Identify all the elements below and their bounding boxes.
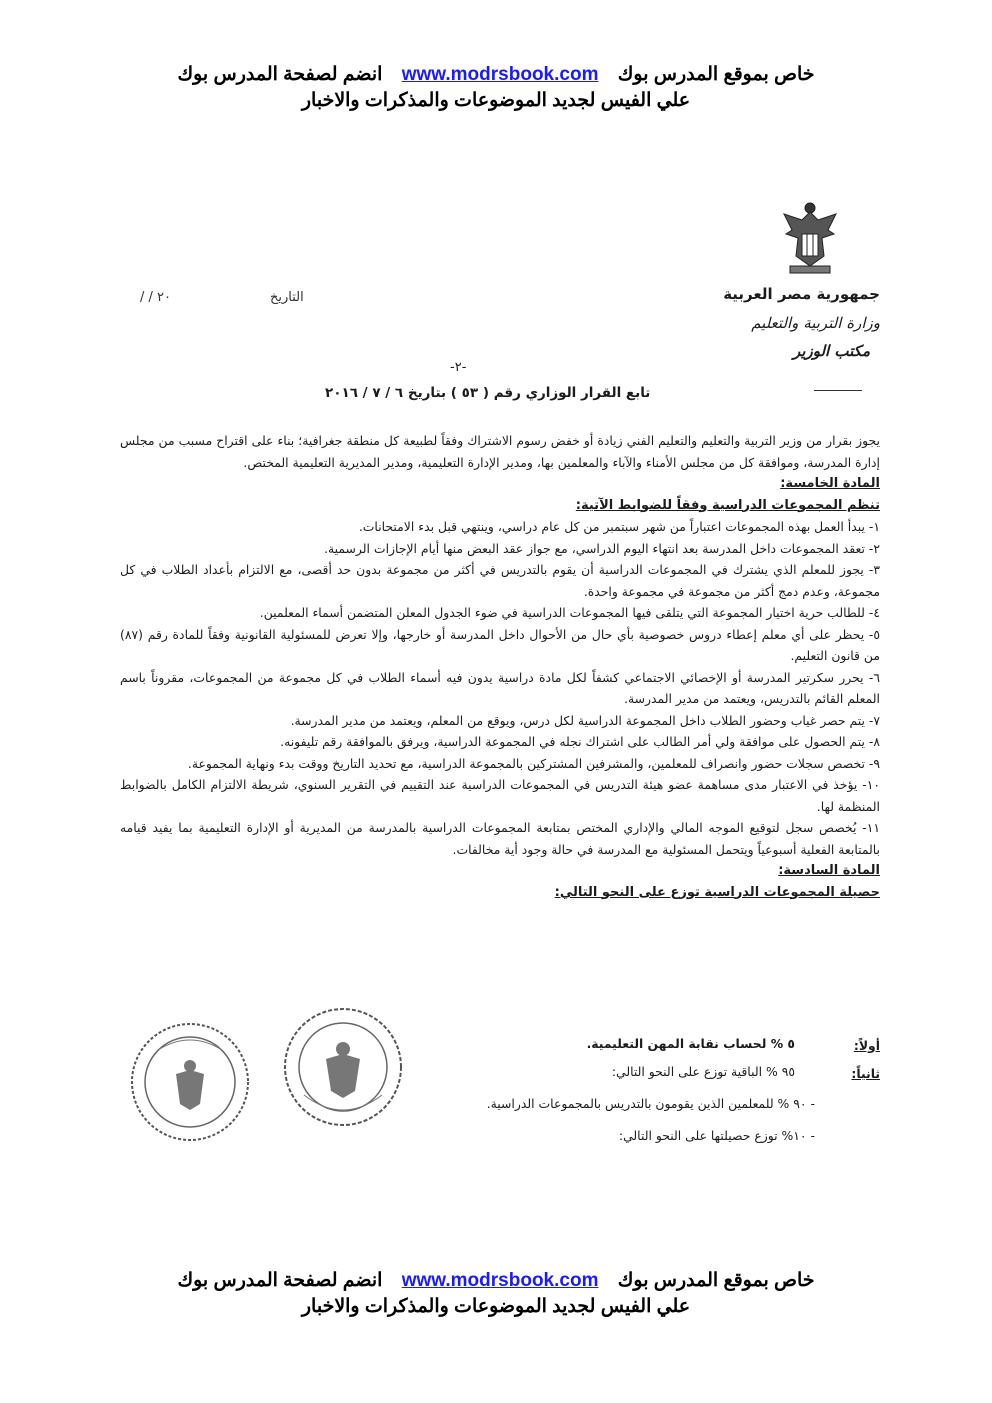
banner-site-text: خاص بموقع المدرس بوك bbox=[617, 64, 815, 85]
banner-line-1 bbox=[0, 62, 992, 88]
list-item: ١- يبدأ العمل بهذه المجموعات اعتباراً من شهر سبتمبر من كل عام دراسي، وينتهي قبل بدء الامتحانات. bbox=[358, 519, 880, 534]
letterhead-republic: جمهورية مصر العربية bbox=[723, 285, 880, 303]
remaining-share-text: - ١٠% توزع حصيلتها على النحو التالي: bbox=[618, 1128, 815, 1143]
intro-paragraph: يجوز بقرار من وزير التربية والتعليم والتعليم الفني زيادة أو خفض رسوم الاشتراك وفقاً لطبيعة كل منطقة جغرافية؛ بناء على اقتراح مسبب من مجلس إدارة المدرسة، وموافقة كل من مجلس الأمناء والآباء والمعلمين بها، ومدير الإدارة التعليمية، ومدير المديرية التعليمية المختص. bbox=[120, 433, 880, 470]
letterhead-office: مكتب الوزير bbox=[793, 342, 870, 360]
first-share-text: ٥ % لحساب نقابة المهن التعليمية. bbox=[586, 1036, 795, 1051]
letterhead-ministry: وزارة التربية والتعليم bbox=[751, 314, 880, 332]
eagle-emblem-icon bbox=[780, 200, 840, 276]
header-banner bbox=[0, 62, 992, 114]
banner-link[interactable]: www.modrsbook.com bbox=[401, 1270, 599, 1291]
banner-link[interactable]: www.modrsbook.com bbox=[401, 64, 599, 85]
scanned-document bbox=[120, 190, 880, 1150]
article5-subtitle: تنظم المجموعات الدراسية وفقاً للضوابط الآتية: bbox=[575, 497, 880, 513]
list-item: ٦- يحرر سكرتير المدرسة أو الإخصائي الاجتماعي كشفاً لكل مادة دراسية يدون فيه أسماء الطلاب في كل مجموعة من المجموعات، مقروناً باسم المعلم القائم بالتدريس، ويعتمد من مدير المدرسة. bbox=[120, 669, 880, 706]
list-item: ٤- للطالب حرية اختيار المجموعة التي يتلقى فيها المجموعات الدراسية في ضوء الجدول المعلن المتضمن أسماء المعلمين. bbox=[259, 605, 880, 620]
banner-line-2: علي الفيس لجديد الموضوعات والمذكرات والاخبار bbox=[301, 1296, 691, 1317]
date-label: التاريخ bbox=[270, 290, 304, 305]
decree-body bbox=[120, 430, 880, 903]
date-slots: / / ٢٠ bbox=[140, 290, 171, 305]
footer-banner bbox=[0, 1268, 992, 1320]
banner-join-text: انضم لصفحة المدرس بوك bbox=[177, 1270, 383, 1291]
second-share-text: ٩٥ % الباقية توزع على النحو التالي: bbox=[611, 1064, 795, 1079]
second-label: ثانياً: bbox=[851, 1066, 880, 1081]
banner-join-text: انضم لصفحة المدرس بوك bbox=[177, 64, 383, 85]
list-item: ٣- يجوز للمعلم الذي يشترك في المجموعات الدراسية أن يقوم بالتدريس في أكثر من مجموعة بدون حد أقصى، مع الالتزام بأعداد الطلاب في كل مجموعة، وعدم دمج أكثر من مجموعة في مجموعة واحدة. bbox=[120, 562, 880, 599]
banner-site-text: خاص بموقع المدرس بوك bbox=[617, 1270, 815, 1291]
banner-line-2: علي الفيس لجديد الموضوعات والمذكرات والاخبار bbox=[301, 90, 691, 111]
list-item: ٨- يتم الحصول على موافقة ولي أمر الطالب على اشتراك نجله في المجموعة الدراسية، ويرفق بالموافقة رقم تليفونه. bbox=[280, 734, 880, 749]
first-label: أولاً: bbox=[853, 1038, 880, 1053]
letterhead-divider bbox=[814, 390, 862, 391]
circular-seal-icon bbox=[128, 1020, 253, 1145]
list-item: ٩- تخصص سجلات حضور وانصراف للمعلمين، والمشرفين المشتركين بالمجموعة الدراسية، مع تحديد التاريخ ووقت بدء ونهاية المجموعة. bbox=[187, 755, 880, 771]
article6-subtitle: حصيلة المجموعات الدراسية توزع على النحو التالي: bbox=[554, 884, 880, 900]
banner-line-1 bbox=[0, 1268, 992, 1294]
list-item: ١٠- يؤخذ في الاعتبار مدى مساهمة عضو هيئة التدريس في المجموعات الدراسية عند التقييم في التقرير السنوي، شريطة الالتزام الكامل بالضوابط المنظمة لها. bbox=[120, 777, 880, 814]
article5-title: المادة الخامسة: bbox=[780, 476, 880, 491]
list-item: ٧- يتم حصر غياب وحضور الطلاب داخل المجموعة الدراسية لكل درس، ويوقع من المعلم، ويعتمد من مدير المدرسة. bbox=[290, 712, 880, 728]
page-number: -٢- bbox=[450, 360, 467, 375]
list-item: ٥- يحظر على أي معلم إعطاء دروس خصوصية بأي حال من الأحوال داخل المدرسة أو خارجها، وإلا تعرض للمسئولية القانونية وفقاً للمادة رقم (٨٧) من قانون التعليم. bbox=[120, 626, 880, 663]
teachers-share-text: - ٩٠ % للمعلمين الذين يقومون بالتدريس بالمجموعات الدراسية. bbox=[486, 1096, 815, 1111]
article6-title: المادة السادسة: bbox=[778, 863, 880, 878]
list-item: ٢- تعقد المجموعات داخل المدرسة بعد انتهاء اليوم الدراسي، مع جواز عقد البعض منها أيام الإجازات الرسمية. bbox=[324, 540, 880, 556]
decree-reference: تابع القرار الوزاري رقم ( ٥٣ ) بتاريخ ٦ / ٧ / ٢٠١٦ bbox=[325, 385, 651, 401]
circular-seal-icon bbox=[278, 1005, 408, 1130]
list-item: ١١- يُخصص سجل لتوقيع الموجه المالي والإداري المختص بمتابعة المجموعات الدراسية بالمدرسة من المديرية أو الإدارة التعليمية بما يفيد قيامه بالمتابعة الفعلية أسبوعياً ويتحمل المسئولية مع المدرسة في حالة وجود أية مخالفات. bbox=[120, 820, 880, 857]
